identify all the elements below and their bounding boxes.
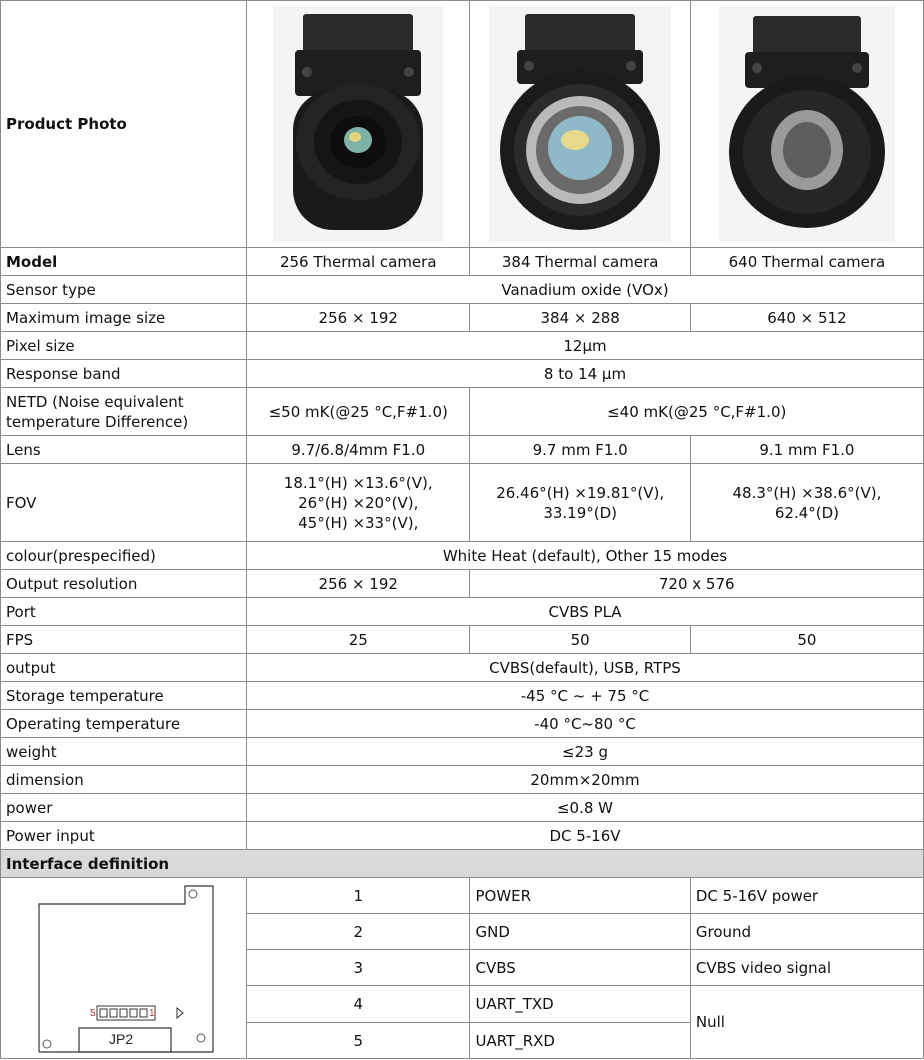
response-band-label: Response band xyxy=(1,360,247,388)
output-label: output xyxy=(1,654,247,682)
storage-temperature-row xyxy=(1,682,924,710)
weight-row xyxy=(1,738,924,766)
netd-row xyxy=(1,388,924,436)
pin-row-1 xyxy=(1,878,924,914)
max-image-size-row xyxy=(1,304,924,332)
storage-temperature-label: Storage temperature xyxy=(1,682,247,710)
sensor-type-value: Vanadium oxide (VOx) xyxy=(247,276,924,304)
output-row xyxy=(1,654,924,682)
fov-row xyxy=(1,464,924,542)
fov-640-line2: 62.4°(D) xyxy=(774,503,840,522)
dimension-value: 20mm×20mm xyxy=(247,766,924,794)
thermal-camera-640-photo xyxy=(690,1,923,248)
power-label: power xyxy=(1,794,247,822)
fov-384 xyxy=(470,464,690,542)
pin-4-5-description: Null xyxy=(690,986,923,1059)
colour-value: White Heat (default), Other 15 modes xyxy=(247,542,924,570)
fov-256-line1: 18.1°(H) ×13.6°(V), xyxy=(283,473,433,492)
colour-label: colour(prespecified) xyxy=(1,542,247,570)
response-band-row xyxy=(1,360,924,388)
fps-row xyxy=(1,626,924,654)
pin-1-number: 1 xyxy=(247,878,470,914)
connector-label: JP2 xyxy=(109,1031,134,1047)
fov-256 xyxy=(247,464,470,542)
fps-label: FPS xyxy=(1,626,247,654)
pin-1-description: DC 5-16V power xyxy=(690,878,923,914)
fps-640: 50 xyxy=(690,626,923,654)
thermal-camera-384-photo xyxy=(470,1,690,248)
photo-row xyxy=(1,1,924,248)
pixel-size-value: 12μm xyxy=(247,332,924,360)
photo-row-label: Product Photo xyxy=(1,1,247,248)
weight-label: weight xyxy=(1,738,247,766)
pin-3-description: CVBS video signal xyxy=(690,950,923,986)
max-image-size-256: 256 × 192 xyxy=(247,304,470,332)
max-image-size-384: 384 × 288 xyxy=(470,304,690,332)
pin-4-number: 4 xyxy=(247,986,470,1023)
fov-384-line1: 26.46°(H) ×19.81°(V), xyxy=(496,483,665,502)
connector-diagram-drawing xyxy=(1,882,246,1058)
netd-label-line1: NETD (Noise equivalent xyxy=(6,392,184,411)
response-band-value: 8 to 14 μm xyxy=(247,360,924,388)
lens-256: 9.7/6.8/4mm F1.0 xyxy=(247,436,470,464)
lens-640: 9.1 mm F1.0 xyxy=(690,436,923,464)
sensor-type-row xyxy=(1,276,924,304)
max-image-size-640: 640 × 512 xyxy=(690,304,923,332)
output-resolution-256: 256 × 192 xyxy=(247,570,470,598)
fps-384: 50 xyxy=(470,626,690,654)
operating-temperature-row xyxy=(1,710,924,738)
power-input-row xyxy=(1,822,924,850)
pin-1-signal: POWER xyxy=(470,878,690,914)
fov-640 xyxy=(690,464,923,542)
output-resolution-384-640: 720 x 576 xyxy=(470,570,924,598)
max-image-size-label: Maximum image size xyxy=(1,304,247,332)
netd-384-640: ≤40 mK(@25 °C,F#1.0) xyxy=(470,388,924,436)
netd-label-line2: temperature Difference) xyxy=(6,412,189,431)
model-256: 256 Thermal camera xyxy=(247,248,470,276)
pin-4-signal: UART_TXD xyxy=(470,986,690,1023)
pin-5-number: 5 xyxy=(247,1023,470,1059)
pin-first-label: 5 xyxy=(90,1008,96,1019)
thermal-camera-256-photo xyxy=(247,1,470,248)
operating-temperature-label: Operating temperature xyxy=(1,710,247,738)
netd-256: ≤50 mK(@25 °C,F#1.0) xyxy=(247,388,470,436)
fov-384-line2: 33.19°(D) xyxy=(543,503,618,522)
lens-label: Lens xyxy=(1,436,247,464)
interface-section-row xyxy=(1,850,924,878)
sensor-type-label: Sensor type xyxy=(1,276,247,304)
pixel-size-label: Pixel size xyxy=(1,332,247,360)
fov-256-line3: 45°(H) ×33°(V), xyxy=(298,513,419,532)
pin-3-number: 3 xyxy=(247,950,470,986)
port-value: CVBS PLA xyxy=(247,598,924,626)
lens-384: 9.7 mm F1.0 xyxy=(470,436,690,464)
weight-value: ≤23 g xyxy=(247,738,924,766)
connector-diagram xyxy=(1,878,247,1059)
power-row xyxy=(1,794,924,822)
pin-2-number: 2 xyxy=(247,914,470,950)
interface-title: Interface definition xyxy=(1,850,924,878)
pin-last-label: 1 xyxy=(149,1008,155,1019)
power-value: ≤0.8 W xyxy=(247,794,924,822)
netd-label xyxy=(1,388,247,436)
fov-label: FOV xyxy=(1,464,247,542)
pin-2-description: Ground xyxy=(690,914,923,950)
model-row xyxy=(1,248,924,276)
output-resolution-label: Output resolution xyxy=(1,570,247,598)
pin-3-signal: CVBS xyxy=(470,950,690,986)
model-384: 384 Thermal camera xyxy=(470,248,690,276)
model-640: 640 Thermal camera xyxy=(690,248,923,276)
operating-temperature-value: -40 °C~80 °C xyxy=(247,710,924,738)
pixel-size-row xyxy=(1,332,924,360)
storage-temperature-value: -45 °C ~ + 75 °C xyxy=(247,682,924,710)
fov-256-line2: 26°(H) ×20°(V), xyxy=(298,493,419,512)
power-input-label: Power input xyxy=(1,822,247,850)
pin-5-signal: UART_RXD xyxy=(470,1023,690,1059)
colour-row xyxy=(1,542,924,570)
power-input-value: DC 5-16V xyxy=(247,822,924,850)
dimension-row xyxy=(1,766,924,794)
output-resolution-row xyxy=(1,570,924,598)
fps-256: 25 xyxy=(247,626,470,654)
lens-row xyxy=(1,436,924,464)
port-row xyxy=(1,598,924,626)
port-label: Port xyxy=(1,598,247,626)
model-label: Model xyxy=(1,248,247,276)
dimension-label: dimension xyxy=(1,766,247,794)
fov-640-line1: 48.3°(H) ×38.6°(V), xyxy=(732,483,882,502)
output-value: CVBS(default), USB, RTPS xyxy=(247,654,924,682)
pin-2-signal: GND xyxy=(470,914,690,950)
